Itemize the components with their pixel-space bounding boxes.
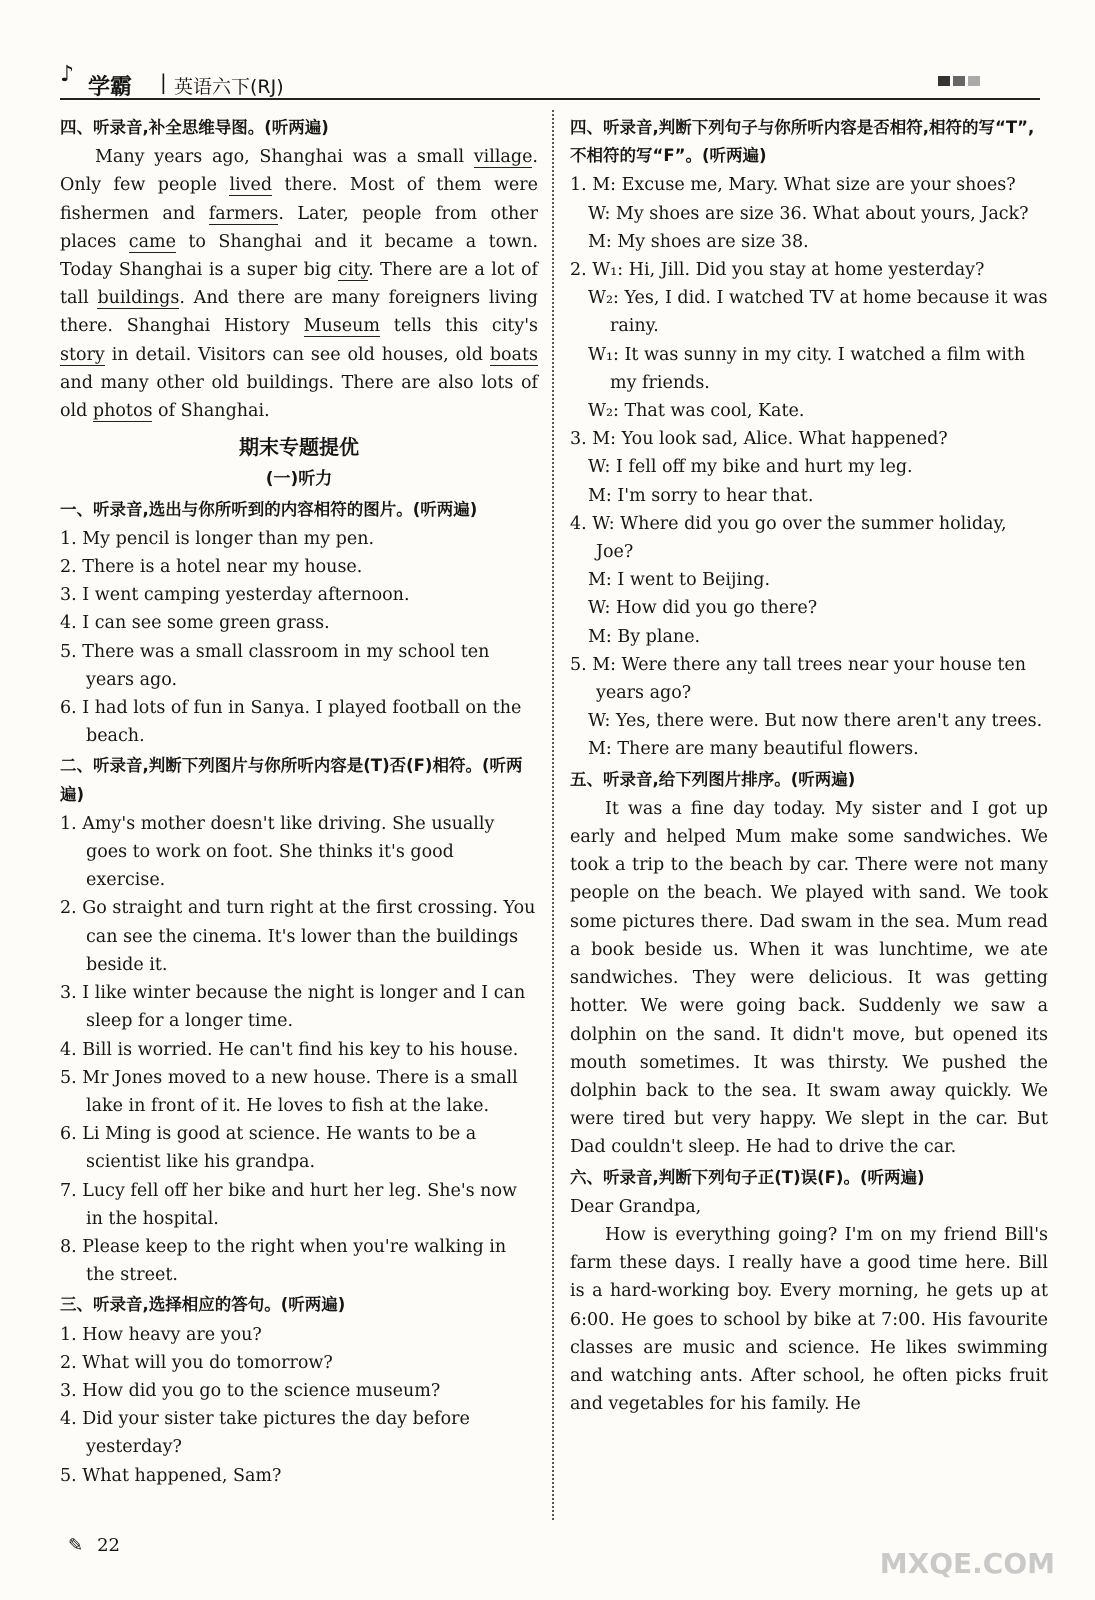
r6-letter: How is everything going? I'm on my friend Bill's farm these days. I really have a good time here. Bill is a hard-working boy. Every morning, he gets up at 6:00. He goes to school by bike at 7:00. His favourite classes are music and science. He likes swimming and watching ants. After school, he often picks fruit and vegetables for his family. He bbox=[570, 1224, 1048, 1415]
sub-title: (一)听力 bbox=[265, 469, 333, 490]
graduation-cap-icon: ♪ bbox=[60, 62, 75, 87]
q2-item: 6. Li Ming is good at science. He wants to be a scientist like his grandpa. bbox=[60, 1124, 477, 1173]
q3-item: 5. What happened, Sam? bbox=[60, 1465, 282, 1486]
page-number: 22 bbox=[97, 1535, 120, 1556]
r4-dialogues bbox=[570, 171, 1048, 763]
passage-text: to Shanghai and it became a town. Today Shanghai is a super big bbox=[60, 231, 539, 281]
q1-item: 3. I went camping yesterday afternoon. bbox=[60, 585, 410, 606]
passage-text: of Shanghai. bbox=[152, 401, 270, 422]
q2-item: 5. Mr Jones moved to a new house. There is a small lake in front of it. He loves to fish at the lake. bbox=[60, 1067, 518, 1116]
dialogue-line: M: I'm sorry to hear that. bbox=[588, 485, 814, 506]
dialogue-line: 5. M: Were there any tall trees near your house ten years ago? bbox=[570, 654, 1027, 704]
passage-text: . Only few people bbox=[60, 147, 538, 196]
dialogue-line: W: I fell off my bike and hurt my leg. bbox=[588, 457, 913, 478]
q2-item: 8. Please keep to the right when you're walking in the street. bbox=[60, 1236, 507, 1286]
dialogue-line: W: Yes, there were. But now there aren't any trees. bbox=[588, 711, 1043, 732]
q2-item: 1. Amy's mother doesn't like driving. She usually goes to work on foot. She thinks it's good exercise. bbox=[60, 813, 495, 891]
passage-text: there. Most of them were fishermen and bbox=[60, 175, 538, 224]
q2-list bbox=[60, 810, 538, 1289]
answer-word: city bbox=[338, 260, 369, 281]
right-column bbox=[570, 112, 1048, 1418]
r5-title: 五、听录音,给下列图片排序。(听两遍) bbox=[570, 769, 856, 789]
header-blocks-icon bbox=[938, 76, 980, 86]
passage-text: . Later, people from other places bbox=[60, 203, 539, 252]
answer-word: buildings bbox=[97, 288, 180, 309]
q3-item: 3. How did you go to the science museum? bbox=[60, 1380, 441, 1401]
dialogue-line: M: I went to Beijing. bbox=[588, 570, 771, 591]
dialogue-line: W₂: Yes, I did. I watched TV at home because it was rainy. bbox=[588, 288, 1048, 337]
section-4-passage bbox=[60, 143, 538, 425]
q1-title: 一、听录音,选出与你所听到的内容相符的图片。(听两遍) bbox=[60, 499, 478, 519]
passage-text: in detail. Visitors can see old houses, old bbox=[104, 344, 490, 365]
q2-title: 二、听录音,判断下列图片与你所听内容是(T)否(F)相符。(听两遍) bbox=[60, 756, 523, 804]
answer-word: came bbox=[128, 231, 176, 252]
q2-item: 3. I like winter because the night is longer and I can sleep for a longer time. bbox=[60, 983, 526, 1032]
q3-item: 4. Did your sister take pictures the day before yesterday? bbox=[60, 1409, 470, 1458]
answer-word: village bbox=[473, 147, 533, 168]
r6-title: 六、听录音,判断下列句子正(T)误(F)。(听两遍) bbox=[570, 1167, 925, 1187]
passage-text: tells this city's bbox=[379, 316, 538, 337]
answer-word: Museum bbox=[303, 316, 380, 337]
answer-word: photos bbox=[92, 401, 153, 422]
header-rule bbox=[60, 98, 1040, 100]
dialogue-line: 3. M: You look sad, Alice. What happened? bbox=[570, 429, 948, 450]
page-header bbox=[60, 62, 1040, 98]
q2-item: 4. Bill is worried. He can't find his key to his house. bbox=[60, 1039, 519, 1060]
dialogue-line: 1. M: Excuse me, Mary. What size are your shoes? bbox=[570, 175, 1016, 196]
dialogue-line: M: By plane. bbox=[588, 626, 701, 647]
q3-title: 三、听录音,选择相应的答句。(听两遍) bbox=[60, 1295, 346, 1315]
pencil-icon: ✎ bbox=[68, 1535, 84, 1556]
answer-word: lived bbox=[229, 175, 273, 196]
q1-item: 4. I can see some green grass. bbox=[60, 613, 330, 634]
r4-title: 四、听录音,判断下列句子与你所听内容是否相符,相符的写“T”,不相符的写“F”。(听两遍) bbox=[570, 118, 1035, 166]
dialogue-line: W₂: That was cool, Kate. bbox=[588, 401, 805, 422]
brand-logo: 学霸 bbox=[88, 75, 133, 100]
column-divider bbox=[552, 110, 554, 1520]
page-footer bbox=[68, 1535, 120, 1556]
passage-text: and many other old buildings. There are also lots of old bbox=[60, 372, 538, 422]
main-title: 期末专题提优 bbox=[239, 435, 359, 460]
answer-word: boats bbox=[489, 344, 538, 365]
passage-text: Many years ago, Shanghai was a small bbox=[95, 147, 474, 168]
left-column bbox=[60, 112, 538, 1490]
passage-text: . And there are many foreigners living there. Shanghai History bbox=[60, 288, 538, 337]
dialogue-line: M: There are many beautiful flowers. bbox=[588, 739, 919, 760]
passage-text: . There are a lot of tall bbox=[60, 260, 538, 309]
q3-item: 1. How heavy are you? bbox=[60, 1324, 262, 1345]
q1-item: 5. There was a small classroom in my school ten years ago. bbox=[60, 641, 490, 690]
q1-list bbox=[60, 525, 538, 751]
header-title: 英语六下(RJ) bbox=[174, 76, 284, 98]
dialogue-line: 4. W: Where did you go over the summer holiday, Joe? bbox=[570, 513, 1007, 563]
header-separator: | bbox=[160, 70, 167, 94]
dialogue-line: M: My shoes are size 38. bbox=[588, 231, 809, 252]
q2-item: 7. Lucy fell off her bike and hurt her leg. She's now in the hospital. bbox=[60, 1180, 517, 1229]
dialogue-line: W: How did you go there? bbox=[588, 598, 818, 619]
r5-passage: It was a fine day today. My sister and I got up early and helped Mum make some sandwiches. We took a trip to the beach by car. There were not many people on the beach. We played with sand. We took some pictures there. Dad swam in the sea. Mum read a book beside us. When it was lunchtime, we ate sandwiches. They were delicious. It was getting hotter. We were going back. Suddenly we saw a dolphin on the sand. It didn't move, but opened its mouth sometimes. It was thirsty. We pushed the dolphin back to the sea. It swam away quickly. We were tired but very happy. We slept in the car. But Dad couldn't sleep. He had to drive the car. bbox=[570, 798, 1048, 1158]
answer-word: farmers bbox=[208, 203, 279, 224]
dialogue-line: W₁: It was sunny in my city. I watched a film with my friends. bbox=[588, 344, 1026, 393]
q3-item: 2. What will you do tomorrow? bbox=[60, 1352, 333, 1373]
watermark: MXQE.COM bbox=[879, 1547, 1055, 1580]
q1-item: 6. I had lots of fun in Sanya. I played football on the beach. bbox=[60, 698, 522, 747]
dialogue-line: 2. W₁: Hi, Jill. Did you stay at home yesterday? bbox=[570, 260, 985, 281]
q3-list bbox=[60, 1321, 538, 1490]
r6-salutation: Dear Grandpa, bbox=[570, 1196, 702, 1217]
dialogue-line: W: My shoes are size 36. What about yours, Jack? bbox=[588, 203, 1029, 224]
q1-item: 1. My pencil is longer than my pen. bbox=[60, 528, 375, 549]
answer-word: story bbox=[60, 344, 105, 365]
q1-item: 2. There is a hotel near my house. bbox=[60, 557, 363, 578]
q2-item: 2. Go straight and turn right at the first crossing. You can see the cinema. It's lower than the buildings beside it. bbox=[60, 898, 536, 975]
section-4-title: 四、听录音,补全思维导图。(听两遍) bbox=[60, 118, 329, 137]
